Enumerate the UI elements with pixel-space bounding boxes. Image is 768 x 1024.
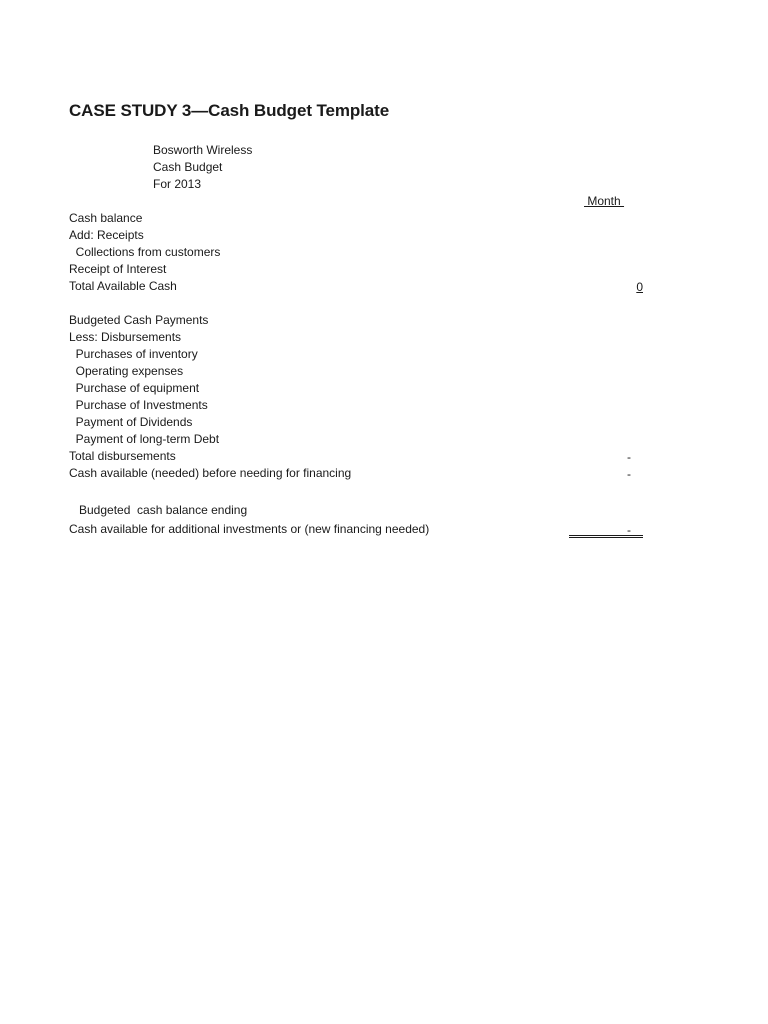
row-total-disbursements: Total disbursements bbox=[69, 449, 176, 463]
row-payment-debt: Payment of long-term Debt bbox=[69, 432, 220, 446]
row-purchase-equipment: Purchase of equipment bbox=[69, 381, 200, 395]
row-cash-additional: Cash available for additional investments or (new financing needed) bbox=[69, 522, 430, 536]
row-cash-balance: Cash balance bbox=[69, 211, 143, 225]
report-name: Cash Budget bbox=[153, 160, 223, 174]
value-cash-before-financing: - bbox=[627, 467, 631, 481]
report-period: For 2013 bbox=[153, 177, 202, 191]
month-column-header: Month bbox=[584, 194, 625, 208]
value-cash-additional: - bbox=[627, 523, 631, 537]
double-underline bbox=[569, 535, 643, 538]
row-collections: Collections from customers bbox=[69, 245, 221, 259]
row-cash-before-financing: Cash available (needed) before needing for financing bbox=[69, 466, 352, 480]
value-total-disbursements: - bbox=[627, 450, 631, 464]
row-purchases-inventory: Purchases of inventory bbox=[69, 347, 198, 361]
row-add-receipts: Add: Receipts bbox=[69, 228, 144, 242]
row-budgeted-ending: Budgeted cash balance ending bbox=[69, 503, 248, 517]
document-title: CASE STUDY 3—Cash Budget Template bbox=[69, 101, 390, 120]
row-total-available: Total Available Cash bbox=[69, 279, 177, 293]
row-operating-expenses: Operating expenses bbox=[69, 364, 184, 378]
company-name: Bosworth Wireless bbox=[153, 143, 253, 157]
row-less-disbursements: Less: Disbursements bbox=[69, 330, 182, 344]
row-purchase-investments: Purchase of Investments bbox=[69, 398, 208, 412]
row-receipt-interest: Receipt of Interest bbox=[69, 262, 167, 276]
row-payment-dividends: Payment of Dividends bbox=[69, 415, 193, 429]
row-budgeted-payments: Budgeted Cash Payments bbox=[69, 313, 209, 327]
value-total-available: 0 bbox=[636, 280, 643, 294]
